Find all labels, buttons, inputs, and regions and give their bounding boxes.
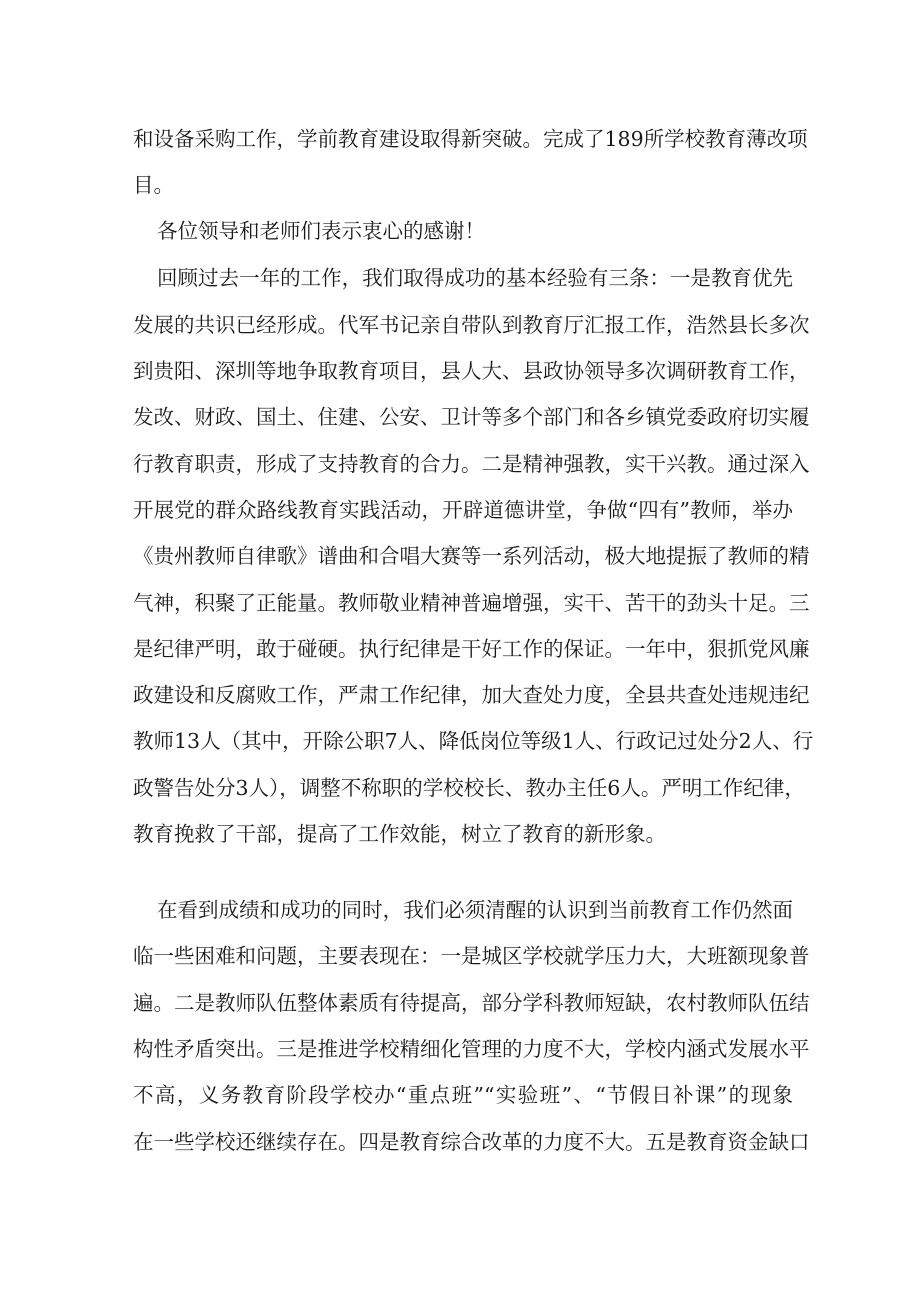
paragraph-line: 政建设和反腐败工作，严肃工作纪律，加大查处力度，全县共查处违规违纪: [133, 683, 810, 707]
paragraph-line: 是纪律严明，敢于碰硬。执行纪律是干好工作的保证。一年中，狠抓党风廉: [133, 637, 810, 661]
paragraph-line: 《贵州教师自律歌》谱曲和合唱大赛等一系列活动，极大地提振了教师的精: [133, 544, 810, 568]
paragraph-line: 教育挽救了干部，提高了工作效能，树立了教育的新形象。: [133, 822, 666, 846]
paragraph-line: 目。: [133, 173, 174, 197]
paragraph-line: 和设备采购工作，学前教育建设取得新突破。完成了189所学校教育薄改项: [133, 127, 808, 151]
paragraph-line: 回顾过去一年的工作，我们取得成功的基本经验有三条：一是教育优先: [157, 266, 793, 290]
paragraph-line: 遍。二是教师队伍整体素质有待提高，部分学科教师短缺，农村教师队伍结: [133, 991, 810, 1015]
paragraph-line: 政警告处分3人），调整不称职的学校校长、教办主任6人。严明工作纪律，: [133, 776, 805, 800]
paragraph-line: 行教育职责，形成了支持教育的合力。二是精神强教，实干兴教。通过深入: [133, 452, 810, 476]
paragraph-line: 开展党的群众路线教育实践活动，开辟道德讲堂，争做“四有”教师，举办: [133, 498, 793, 522]
paragraph-line: 不高，义务教育阶段学校办“重点班”“实验班”、“节假日补课”的现象: [133, 1083, 793, 1107]
paragraph-line: 气神，积聚了正能量。教师敬业精神普遍增强，实干、苦干的劲头十足。三: [133, 591, 810, 615]
paragraph-line: 在看到成绩和成功的同时，我们必须清醒的认识到当前教育工作仍然面: [157, 898, 793, 922]
paragraph-line: 发改、财政、国土、住建、公安、卫计等多个部门和各乡镇党委政府切实履: [133, 405, 810, 429]
paragraph-line: 教师13人（其中，开除公职7人、降低岗位等级1人、行政记过处分2人、行: [133, 729, 814, 753]
paragraph-line: 构性矛盾突出。三是推进学校精细化管理的力度不大，学校内涵式发展水平: [133, 1037, 810, 1061]
paragraph-line: 各位领导和老师们表示衷心的感谢！: [157, 219, 485, 243]
paragraph-line: 临一些困难和问题，主要表现在：一是城区学校就学压力大，大班额现象普: [133, 944, 810, 968]
paragraph-line: 发展的共识已经形成。代军书记亲自带队到教育厅汇报工作，浩然县长多次: [133, 313, 810, 337]
paragraph-line: 到贵阳、深圳等地争取教育项目，县人大、县政协领导多次调研教育工作，: [133, 359, 810, 383]
paragraph-line: 在一些学校还继续存在。四是教育综合改革的力度不大。五是教育资金缺口: [133, 1130, 810, 1154]
